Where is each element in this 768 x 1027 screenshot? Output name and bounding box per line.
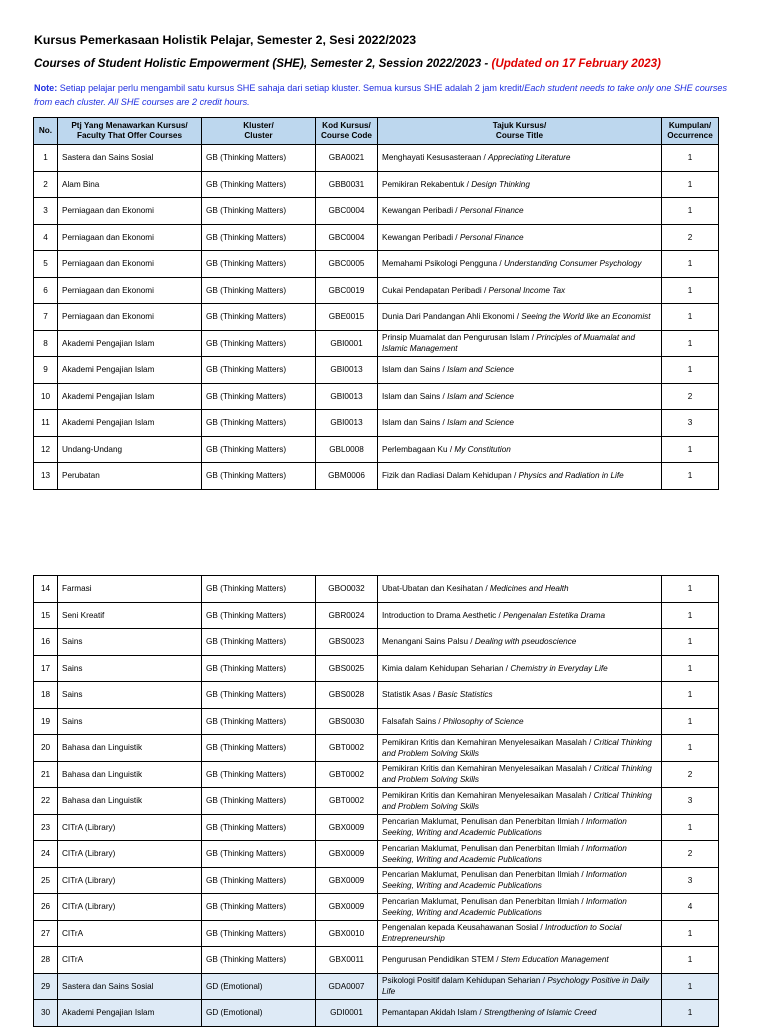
- title-english: Information Seeking, Writing and Academic Publications: [382, 870, 627, 891]
- row-occurrence: 1: [662, 277, 719, 304]
- row-no: 16: [34, 629, 58, 656]
- row-no: 19: [34, 708, 58, 735]
- title-malay: Pengenalan kepada Keusahawanan Sosial /: [382, 923, 545, 933]
- title-malay: Pemikiran Kritis dan Kemahiran Menyelesaikan Masalah /: [382, 764, 594, 774]
- row-occurrence: 1: [662, 436, 719, 463]
- row-no: 11: [34, 410, 58, 437]
- row-occurrence: 1: [662, 814, 719, 841]
- row-occurrence: 1: [662, 655, 719, 682]
- row-code: GBO0032: [316, 576, 378, 603]
- table-row: [34, 383, 719, 410]
- row-cluster: GB (Thinking Matters): [202, 463, 316, 490]
- row-no: 24: [34, 841, 58, 868]
- title-english: Personal Finance: [459, 206, 524, 216]
- title-malay: Islam dan Sains /: [382, 365, 448, 375]
- table-row: [34, 867, 719, 894]
- title-english: Stem Education Management: [500, 955, 609, 965]
- title-english: Principles of Muamalat and Islamic Management: [382, 333, 636, 354]
- row-code: GBS0030: [316, 708, 378, 735]
- row-code: GBX0010: [316, 920, 378, 947]
- row-title: [378, 198, 662, 225]
- row-faculty: Alam Bina: [58, 171, 202, 198]
- row-cluster: GD (Emotional): [202, 1000, 316, 1027]
- row-faculty: CITrA (Library): [58, 841, 202, 868]
- row-code: GDI0001: [316, 1000, 378, 1027]
- row-code: GBC0004: [316, 198, 378, 225]
- title-english: Personal Income Tax: [488, 285, 566, 295]
- table-row: [34, 655, 719, 682]
- title-malay: Pemikiran Kritis dan Kemahiran Menyelesaikan Masalah /: [382, 737, 594, 747]
- row-no: 8: [34, 330, 58, 357]
- row-code: GBX0009: [316, 894, 378, 921]
- row-faculty: CITrA (Library): [58, 867, 202, 894]
- row-cluster: GB (Thinking Matters): [202, 224, 316, 251]
- row-occurrence: 1: [662, 251, 719, 278]
- title-malay: Cukai Pendapatan Peribadi /: [382, 285, 489, 295]
- row-code: GBM0006: [316, 463, 378, 490]
- row-faculty: Perniagaan dan Ekonomi: [58, 277, 202, 304]
- title-english: Pengenalan Estetika Drama: [503, 610, 606, 620]
- title-malay: Pencarian Maklumat, Penulisan dan Penerbitan Ilmiah /: [382, 843, 586, 853]
- row-faculty: Perniagaan dan Ekonomi: [58, 198, 202, 225]
- course-table-top: [33, 117, 719, 490]
- title-malay: Pemantapan Akidah Islam /: [382, 1008, 484, 1018]
- table-row: [34, 1000, 719, 1027]
- title-malay: Pencarian Maklumat, Penulisan dan Penerbitan Ilmiah /: [382, 817, 586, 827]
- title-english: Philosophy of Science: [442, 716, 524, 726]
- row-cluster: GB (Thinking Matters): [202, 330, 316, 357]
- row-title: [378, 629, 662, 656]
- row-code: GBC0019: [316, 277, 378, 304]
- title-malay: Pencarian Maklumat, Penulisan dan Penerbitan Ilmiah /: [382, 870, 586, 880]
- row-occurrence: 1: [662, 682, 719, 709]
- table-row: [34, 814, 719, 841]
- row-code: GBE0015: [316, 304, 378, 331]
- title-malay: Islam dan Sains /: [382, 391, 448, 401]
- table-row: [34, 330, 719, 357]
- row-title: [378, 357, 662, 384]
- title-english: Appreciating Literature: [488, 153, 571, 163]
- title-malay: Dunia Dari Pandangan Ahli Ekonomi /: [382, 312, 522, 322]
- row-cluster: GB (Thinking Matters): [202, 436, 316, 463]
- title-english: Introduction to Social Entrepreneurship: [382, 923, 622, 944]
- title-english: Chemistry in Everyday Life: [510, 663, 608, 673]
- row-no: 10: [34, 383, 58, 410]
- title-malay: Kimia dalam Kehidupan Seharian /: [382, 663, 511, 673]
- table-row: [34, 788, 719, 815]
- title-english: Dealing with pseudoscience: [474, 637, 577, 647]
- table-header-row: [34, 118, 719, 145]
- title-english: Critical Thinking and Problem Solving Skills: [382, 764, 652, 785]
- row-cluster: GB (Thinking Matters): [202, 171, 316, 198]
- row-no: 28: [34, 947, 58, 974]
- row-cluster: GB (Thinking Matters): [202, 357, 316, 384]
- row-code: GBT0002: [316, 761, 378, 788]
- row-title: [378, 761, 662, 788]
- row-occurrence: 2: [662, 841, 719, 868]
- row-faculty: Bahasa dan Linguistik: [58, 735, 202, 762]
- title-english: Understanding Consumer Psychology: [503, 259, 642, 269]
- row-faculty: Akademi Pengajian Islam: [58, 410, 202, 437]
- updated-date: (Updated on 17 February 2023): [491, 57, 661, 70]
- row-title: [378, 145, 662, 172]
- table-row: [34, 304, 719, 331]
- row-title: [378, 277, 662, 304]
- row-faculty: CITrA: [58, 920, 202, 947]
- subtitle-text: Courses of Student Holistic Empowerment (SHE), Semester 2, Session 2022/2023: [34, 57, 482, 70]
- row-code: GBI0013: [316, 383, 378, 410]
- row-faculty: Farmasi: [58, 576, 202, 603]
- row-cluster: GB (Thinking Matters): [202, 655, 316, 682]
- row-code: GBI0013: [316, 410, 378, 437]
- table-row: [34, 602, 719, 629]
- row-title: [378, 814, 662, 841]
- row-faculty: Perniagaan dan Ekonomi: [58, 224, 202, 251]
- row-cluster: GB (Thinking Matters): [202, 410, 316, 437]
- table-row: [34, 708, 719, 735]
- row-code: GBC0005: [316, 251, 378, 278]
- title-malay: Perlembagaan Ku /: [382, 444, 455, 454]
- row-code: GBL0008: [316, 436, 378, 463]
- title-malay: Fizik dan Radiasi Dalam Kehidupan /: [382, 471, 519, 481]
- row-occurrence: 1: [662, 357, 719, 384]
- row-occurrence: 1: [662, 629, 719, 656]
- row-title: [378, 436, 662, 463]
- table-row: [34, 576, 719, 603]
- row-title: [378, 576, 662, 603]
- row-no: 26: [34, 894, 58, 921]
- title-english: Strengthening of Islamic Creed: [483, 1008, 597, 1018]
- row-faculty: CITrA (Library): [58, 894, 202, 921]
- row-no: 7: [34, 304, 58, 331]
- row-title: [378, 383, 662, 410]
- row-occurrence: 1: [662, 171, 719, 198]
- row-no: 9: [34, 357, 58, 384]
- row-faculty: CITrA (Library): [58, 814, 202, 841]
- row-faculty: Akademi Pengajian Islam: [58, 1000, 202, 1027]
- row-title: [378, 304, 662, 331]
- row-title: [378, 463, 662, 490]
- row-cluster: GB (Thinking Matters): [202, 602, 316, 629]
- title-english: Physics and Radiation in Life: [518, 471, 624, 481]
- table-row: [34, 761, 719, 788]
- table-row: [34, 277, 719, 304]
- row-code: GBX0009: [316, 841, 378, 868]
- row-code: GBS0025: [316, 655, 378, 682]
- table-row: [34, 198, 719, 225]
- row-no: 3: [34, 198, 58, 225]
- row-occurrence: 1: [662, 708, 719, 735]
- row-faculty: Akademi Pengajian Islam: [58, 357, 202, 384]
- title-malay: Kewangan Peribadi /: [382, 206, 460, 216]
- row-cluster: GB (Thinking Matters): [202, 735, 316, 762]
- title-english: Critical Thinking and Problem Solving Skills: [382, 790, 652, 811]
- row-code: GBX0011: [316, 947, 378, 974]
- row-code: GBA0021: [316, 145, 378, 172]
- course-table-bottom: [33, 575, 719, 1027]
- row-title: [378, 841, 662, 868]
- row-no: 5: [34, 251, 58, 278]
- row-cluster: GB (Thinking Matters): [202, 708, 316, 735]
- row-cluster: GB (Thinking Matters): [202, 576, 316, 603]
- row-cluster: GB (Thinking Matters): [202, 277, 316, 304]
- row-occurrence: 1: [662, 304, 719, 331]
- row-title: [378, 655, 662, 682]
- row-occurrence: 1: [662, 920, 719, 947]
- header-no: No.: [34, 118, 58, 145]
- subtitle-separator: -: [481, 57, 492, 70]
- row-cluster: GB (Thinking Matters): [202, 841, 316, 868]
- title-english: Critical Thinking and Problem Solving Skills: [382, 737, 652, 758]
- title-english: Seeing the World like an Economist: [521, 312, 651, 322]
- title-malay: Prinsip Muamalat dan Pengurusan Islam /: [382, 333, 537, 343]
- title-malay: Kewangan Peribadi /: [382, 232, 460, 242]
- row-title: [378, 920, 662, 947]
- table-row: [34, 894, 719, 921]
- row-title: [378, 410, 662, 437]
- title-malay: Falsafah Sains /: [382, 716, 443, 726]
- header-cluster: Kluster/ Cluster: [202, 118, 316, 145]
- row-faculty: Sains: [58, 682, 202, 709]
- row-no: 6: [34, 277, 58, 304]
- row-title: [378, 171, 662, 198]
- table-row: [34, 735, 719, 762]
- table-row: [34, 410, 719, 437]
- row-cluster: GB (Thinking Matters): [202, 867, 316, 894]
- row-no: 23: [34, 814, 58, 841]
- row-cluster: GB (Thinking Matters): [202, 947, 316, 974]
- row-no: 2: [34, 171, 58, 198]
- row-occurrence: 1: [662, 947, 719, 974]
- row-occurrence: 2: [662, 224, 719, 251]
- row-title: [378, 894, 662, 921]
- title-english: Information Seeking, Writing and Academic Publications: [382, 896, 627, 917]
- table-row: [34, 920, 719, 947]
- row-code: GBT0002: [316, 788, 378, 815]
- row-faculty: Bahasa dan Linguistik: [58, 761, 202, 788]
- row-no: 13: [34, 463, 58, 490]
- title-english: Psychology Positive in Daily Life: [382, 976, 650, 997]
- row-occurrence: 1: [662, 463, 719, 490]
- row-cluster: GB (Thinking Matters): [202, 920, 316, 947]
- title-english: Design Thinking: [471, 179, 530, 189]
- row-faculty: Seni Kreatif: [58, 602, 202, 629]
- row-no: 30: [34, 1000, 58, 1027]
- table-row: [34, 251, 719, 278]
- row-cluster: GB (Thinking Matters): [202, 145, 316, 172]
- title-malay: Pencarian Maklumat, Penulisan dan Penerbitan Ilmiah /: [382, 896, 586, 906]
- note-paragraph: [34, 81, 734, 109]
- table-row: [34, 973, 719, 1000]
- row-code: GBS0023: [316, 629, 378, 656]
- title-english: Islam and Science: [447, 365, 514, 375]
- row-title: [378, 251, 662, 278]
- table-row: [34, 357, 719, 384]
- header-title: Tajuk Kursus/ Course Title: [378, 118, 662, 145]
- row-title: [378, 708, 662, 735]
- row-no: 27: [34, 920, 58, 947]
- title-english: Information Seeking, Writing and Academic Publications: [382, 817, 627, 838]
- row-faculty: Perubatan: [58, 463, 202, 490]
- title-malay: Menghayati Kesusasteraan /: [382, 153, 489, 163]
- title-malay: Statistik Asas /: [382, 690, 438, 700]
- table-row: [34, 841, 719, 868]
- row-occurrence: 3: [662, 410, 719, 437]
- row-code: GBS0028: [316, 682, 378, 709]
- row-faculty: Sains: [58, 708, 202, 735]
- row-no: 21: [34, 761, 58, 788]
- page-subtitle: [34, 57, 661, 70]
- title-malay: Introduction to Drama Aesthetic /: [382, 610, 504, 620]
- row-no: 25: [34, 867, 58, 894]
- title-english: My Constitution: [454, 444, 511, 454]
- page-title: Kursus Pemerkasaan Holistik Pelajar, Semester 2, Sesi 2022/2023: [34, 33, 417, 47]
- row-no: 18: [34, 682, 58, 709]
- row-occurrence: 1: [662, 145, 719, 172]
- row-faculty: Perniagaan dan Ekonomi: [58, 251, 202, 278]
- row-occurrence: 1: [662, 576, 719, 603]
- row-title: [378, 1000, 662, 1027]
- row-cluster: GB (Thinking Matters): [202, 383, 316, 410]
- row-title: [378, 947, 662, 974]
- row-cluster: GB (Thinking Matters): [202, 761, 316, 788]
- row-no: 15: [34, 602, 58, 629]
- title-english: Medicines and Health: [489, 584, 569, 594]
- title-malay: Pengurusan Pendidikan STEM /: [382, 955, 501, 965]
- table-row: [34, 145, 719, 172]
- row-faculty: Akademi Pengajian Islam: [58, 383, 202, 410]
- row-no: 17: [34, 655, 58, 682]
- row-faculty: Akademi Pengajian Islam: [58, 330, 202, 357]
- title-english: Islam and Science: [447, 418, 514, 428]
- note-english: Each student needs to take only one SHE courses from each cluster. All SHE courses are 2 credit hours.: [34, 83, 728, 107]
- row-title: [378, 602, 662, 629]
- table-row: [34, 682, 719, 709]
- row-code: GBX0009: [316, 867, 378, 894]
- row-occurrence: 1: [662, 973, 719, 1000]
- row-no: 14: [34, 576, 58, 603]
- row-no: 20: [34, 735, 58, 762]
- row-occurrence: 1: [662, 1000, 719, 1027]
- row-code: GBT0002: [316, 735, 378, 762]
- row-title: [378, 788, 662, 815]
- row-no: 12: [34, 436, 58, 463]
- row-occurrence: 2: [662, 383, 719, 410]
- title-english: Basic Statistics: [437, 690, 493, 700]
- row-faculty: Sains: [58, 629, 202, 656]
- row-faculty: Sastera dan Sains Sosial: [58, 973, 202, 1000]
- row-cluster: GB (Thinking Matters): [202, 682, 316, 709]
- row-occurrence: 4: [662, 894, 719, 921]
- title-malay: Memahami Psikologi Pengguna /: [382, 259, 504, 269]
- row-title: [378, 973, 662, 1000]
- title-english: Islam and Science: [447, 391, 514, 401]
- row-occurrence: 1: [662, 602, 719, 629]
- row-cluster: GB (Thinking Matters): [202, 304, 316, 331]
- row-code: GBI0001: [316, 330, 378, 357]
- title-english: Personal Finance: [459, 232, 524, 242]
- row-title: [378, 735, 662, 762]
- note-label: Note:: [34, 83, 58, 93]
- header-faculty: Ptj Yang Menawarkan Kursus/ Faculty That Offer Courses: [58, 118, 202, 145]
- row-occurrence: 3: [662, 788, 719, 815]
- row-occurrence: 3: [662, 867, 719, 894]
- title-malay: Ubat-Ubatan dan Kesihatan /: [382, 584, 490, 594]
- row-faculty: Sastera dan Sains Sosial: [58, 145, 202, 172]
- title-malay: Islam dan Sains /: [382, 418, 448, 428]
- row-code: GBI0013: [316, 357, 378, 384]
- row-faculty: Perniagaan dan Ekonomi: [58, 304, 202, 331]
- row-occurrence: 2: [662, 761, 719, 788]
- table-row: [34, 629, 719, 656]
- table-row: [34, 224, 719, 251]
- row-code: GBB0031: [316, 171, 378, 198]
- row-code: GBX0009: [316, 814, 378, 841]
- row-faculty: Bahasa dan Linguistik: [58, 788, 202, 815]
- row-faculty: Sains: [58, 655, 202, 682]
- row-cluster: GB (Thinking Matters): [202, 788, 316, 815]
- title-malay: Menangani Sains Palsu /: [382, 637, 475, 647]
- header-occurrence: Kumpulan/ Occurrence: [662, 118, 719, 145]
- row-faculty: CITrA: [58, 947, 202, 974]
- row-occurrence: 1: [662, 735, 719, 762]
- row-cluster: GB (Thinking Matters): [202, 198, 316, 225]
- note-malay: Setiap pelajar perlu mengambil satu kursus SHE sahaja dari setiap kluster. Semua kursus SHE adalah 2 jam kredit/: [57, 83, 525, 93]
- table-row: [34, 171, 719, 198]
- row-title: [378, 330, 662, 357]
- table-row: [34, 436, 719, 463]
- row-cluster: GB (Thinking Matters): [202, 629, 316, 656]
- row-no: 1: [34, 145, 58, 172]
- row-title: [378, 682, 662, 709]
- row-cluster: GB (Thinking Matters): [202, 814, 316, 841]
- row-faculty: Undang-Undang: [58, 436, 202, 463]
- row-occurrence: 1: [662, 198, 719, 225]
- row-cluster: GB (Thinking Matters): [202, 251, 316, 278]
- row-no: 4: [34, 224, 58, 251]
- row-code: GBR0024: [316, 602, 378, 629]
- row-no: 22: [34, 788, 58, 815]
- title-malay: Pemikiran Kritis dan Kemahiran Menyelesaikan Masalah /: [382, 790, 594, 800]
- row-cluster: GB (Thinking Matters): [202, 894, 316, 921]
- header-code: Kod Kursus/ Course Code: [316, 118, 378, 145]
- row-code: GBC0004: [316, 224, 378, 251]
- row-title: [378, 867, 662, 894]
- title-malay: Psikologi Positif dalam Kehidupan Seharian /: [382, 976, 548, 986]
- row-code: GDA0007: [316, 973, 378, 1000]
- table-row: [34, 947, 719, 974]
- table-row: [34, 463, 719, 490]
- row-title: [378, 224, 662, 251]
- title-malay: Pemikiran Rekabentuk /: [382, 179, 472, 189]
- row-no: 29: [34, 973, 58, 1000]
- row-occurrence: 1: [662, 330, 719, 357]
- title-english: Information Seeking, Writing and Academic Publications: [382, 843, 627, 864]
- row-cluster: GD (Emotional): [202, 973, 316, 1000]
